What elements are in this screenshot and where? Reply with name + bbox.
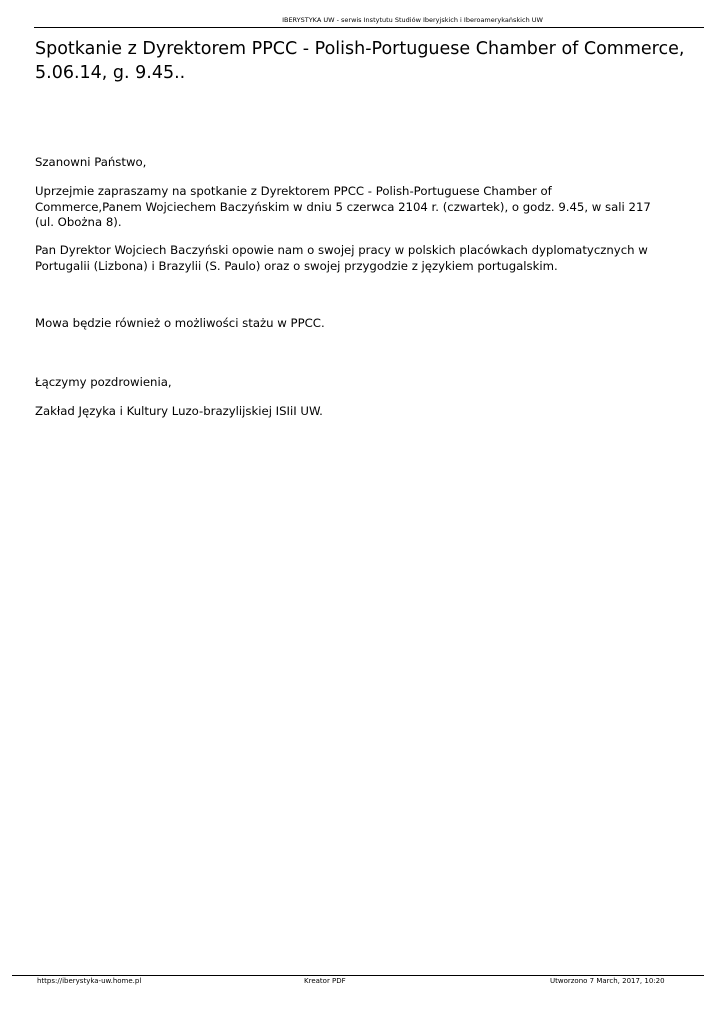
footer-created-timestamp: Utworzono 7 March, 2017, 10:20 [550, 977, 665, 985]
signature-line: Zakład Języka i Kultury Luzo-brazylijskiej ISIiI UW. [35, 404, 323, 418]
internship-paragraph: Mowa będzie również o możliwości stażu w PPCC. [35, 316, 325, 330]
greeting: Szanowni Państwo, [35, 155, 147, 169]
footer-divider [12, 975, 704, 976]
description-line-2: Portugalii (Lizbona) i Brazylii (S. Paulo) oraz o swojej przygodzie z językiem portugalskim. [35, 258, 558, 273]
site-header-line: IBERYSTYKA UW - serwis Instytutu Studiów Iberyjskich i Iberoamerykańskich UW [282, 16, 543, 24]
footer-url-link[interactable]: https://iberystyka-uw.home.pl [37, 977, 142, 985]
page-title-line-2: 5.06.14, g. 9.45.. [35, 63, 186, 83]
regards-line: Łączymy pozdrowienia, [35, 375, 172, 389]
invitation-line-2: Commerce,Panem Wojciechem Baczyńskim w dniu 5 czerwca 2104 r. (czwartek), o godz. 9.45, w sali 217 [35, 199, 651, 214]
footer-generator: Kreator PDF [304, 977, 346, 985]
invitation-paragraph [35, 184, 695, 231]
description-paragraph [35, 243, 695, 274]
description-line-1: Pan Dyrektor Wojciech Baczyński opowie nam o swojej pracy w polskich placówkach dyplomatycznych w [35, 243, 648, 257]
header-divider [34, 27, 704, 28]
page-title-line-1: Spotkanie z Dyrektorem PPCC - Polish-Portuguese Chamber of Commerce, [35, 39, 685, 59]
page-title [35, 37, 695, 85]
invitation-line-3: (ul. Obożna 8). [35, 215, 122, 229]
invitation-line-1: Uprzejmie zapraszamy na spotkanie z Dyrektorem PPCC - Polish-Portuguese Chamber of [35, 184, 552, 198]
